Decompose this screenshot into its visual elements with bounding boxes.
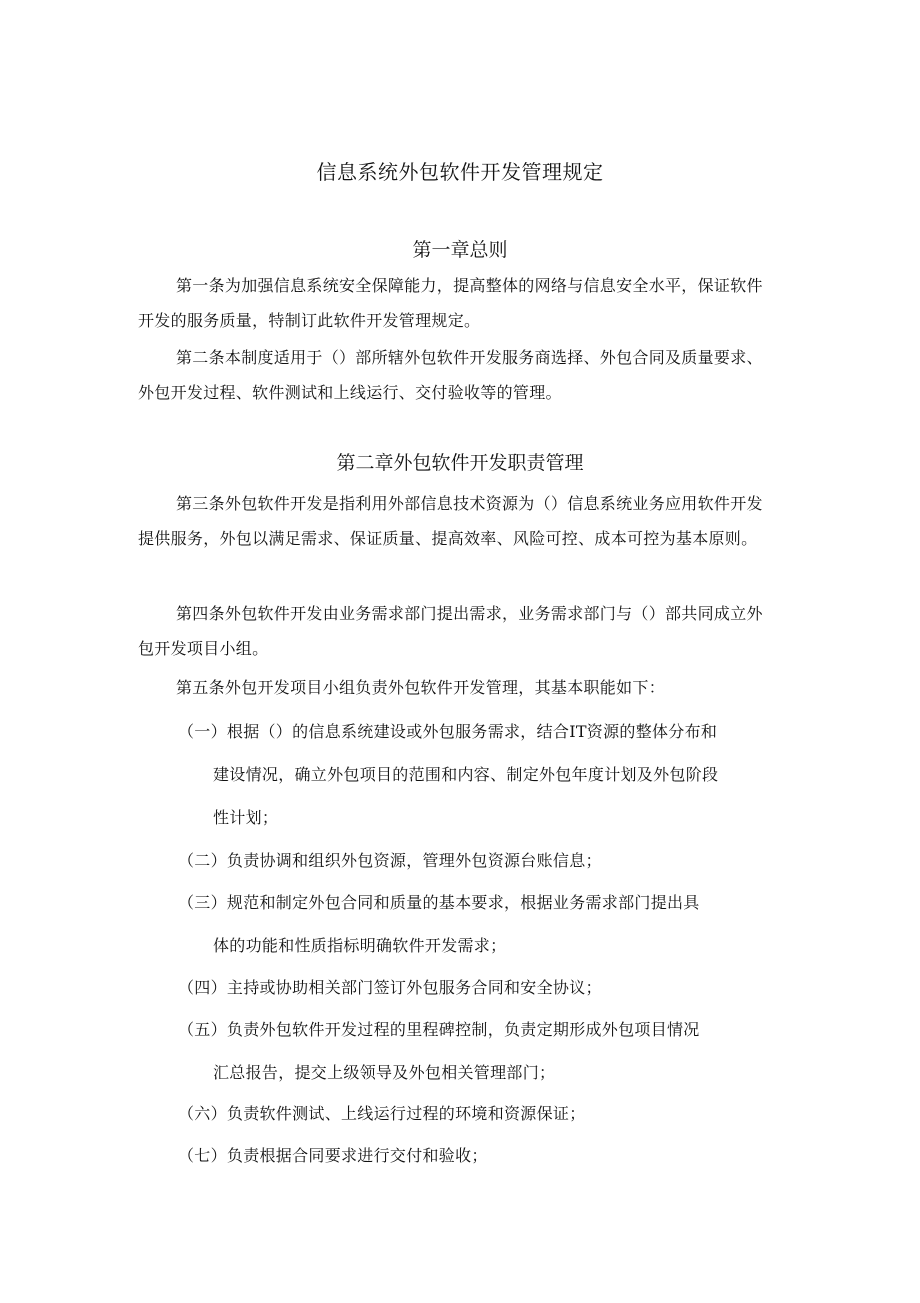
document-title: 信息系统外包软件开发管理规定 bbox=[316, 160, 604, 184]
list-item-7-line-1: （七）负责根据合同要求进行交付和验收； bbox=[178, 1146, 488, 1165]
list-item-7 bbox=[178, 1134, 758, 1177]
list-item-1-line-3: 性计划； bbox=[213, 808, 279, 827]
list-item-2-line-1: （二）负责协调和组织外包资源，管理外包资源台账信息； bbox=[178, 851, 602, 870]
article-1: 第一条为加强信息系统安全保障能力，提高整体的网络与信息安全水平，保证软件开发的服务质量，特制订此软件开发管理规定。 bbox=[138, 276, 763, 330]
list-item-3 bbox=[178, 881, 758, 967]
chapter-1-heading: 第一章总则 bbox=[412, 239, 508, 261]
list-item-3-line-1: （三）规范和制定外包合同和质量的基本要求，根据业务需求部门提出具 bbox=[178, 893, 700, 912]
article-4: 第四条外包软件开发由业务需求部门提出需求，业务需求部门与（）部共同成立外包开发项目小组。 bbox=[138, 604, 763, 658]
chapter-2-heading: 第二章外包软件开发职责管理 bbox=[336, 452, 584, 474]
list-item-3-line-2: 体的功能和性质指标明确软件开发需求； bbox=[213, 936, 507, 955]
list-item-4-line-1: （四）主持或协助相关部门签订外包服务合同和安全协议； bbox=[178, 978, 602, 997]
list-item-1-line-2: 建设情况，确立外包项目的范围和内容、制定外包年度计划及外包阶段 bbox=[213, 765, 719, 784]
list-item-1-line-1: （一）根据（）的信息系统建设或外包服务需求，结合IT资源的整体分布和 bbox=[178, 722, 718, 741]
list-item-5-line-2: 汇总报告，提交上级领导及外包相关管理部门； bbox=[213, 1063, 556, 1082]
article-3: 第三条外包软件开发是指利用外部信息技术资源为（）信息系统业务应用软件开发提供服务，外包以满足需求、保证质量、提高效率、风险可控、成本可控为基本原则。 bbox=[138, 494, 763, 548]
article-2: 第二条本制度适用于（）部所辖外包软件开发服务商选择、外包合同及质量要求、外包开发过程、软件测试和上线运行、交付验收等的管理。 bbox=[138, 348, 763, 402]
list-item-5-line-1: （五）负责外包软件开发过程的里程碑控制，负责定期形成外包项目情况 bbox=[178, 1020, 700, 1039]
list-item-4 bbox=[178, 966, 758, 1009]
article-5: 第五条外包开发项目小组负责外包软件开发管理，其基本职能如下： bbox=[176, 678, 666, 697]
list-item-6-line-1: （六）负责软件测试、上线运行过程的环境和资源保证； bbox=[178, 1104, 586, 1123]
list-item-5 bbox=[178, 1008, 758, 1094]
list-item-1 bbox=[178, 710, 758, 839]
list-item-2 bbox=[178, 839, 758, 882]
list-item-6 bbox=[178, 1092, 758, 1135]
